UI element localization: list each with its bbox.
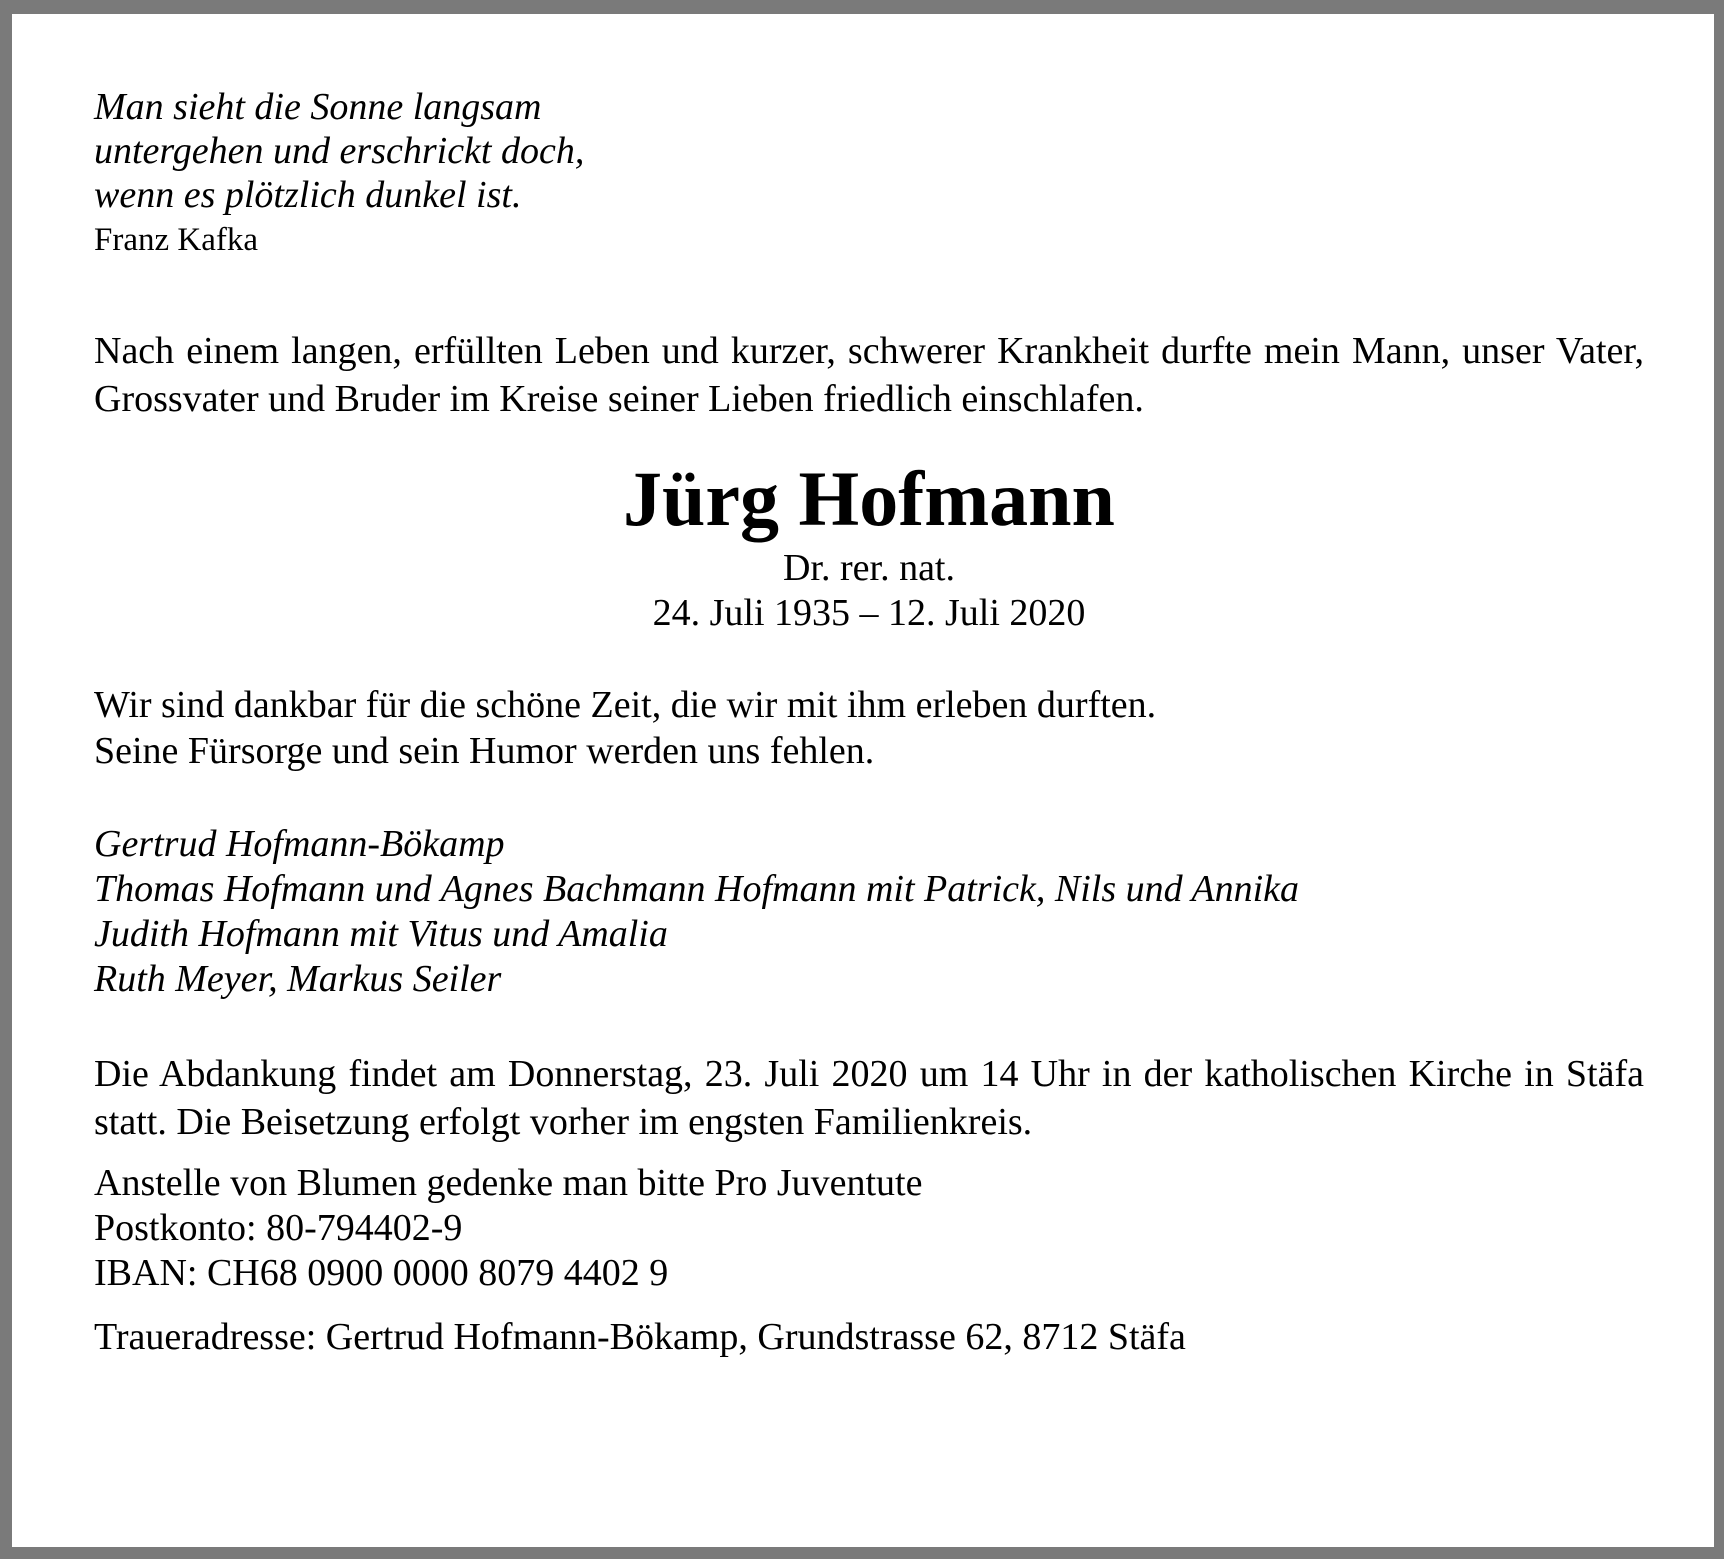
quote-author: Franz Kafka xyxy=(94,222,259,258)
ceremony-paragraph: Die Abdankung findet am Donnerstag, 23. Juli 2020 um 14 Uhr in der katholischen Kirche in Stäfa statt. Die Beisetzung erfolgt vorher im engsten Familienkreis. xyxy=(94,1053,1644,1143)
deceased-dates: 24. Juli 1935 – 12. Juli 2020 xyxy=(652,592,1086,634)
mourner-line: Thomas Hofmann und Agnes Bachmann Hofmann mit Patrick, Nils und Annika xyxy=(94,868,1300,910)
postal-account: Postkonto: 80-794402-9 xyxy=(94,1207,463,1249)
gratitude-line: Seine Fürsorge und sein Humor werden uns fehlen. xyxy=(94,730,875,772)
mourner-line: Judith Hofmann mit Vitus und Amalia xyxy=(94,913,668,955)
deceased-name: Jürg Hofmann xyxy=(623,455,1115,542)
donation-line: Anstelle von Blumen gedenke man bitte Pro Juventute xyxy=(94,1162,923,1204)
iban: IBAN: CH68 0900 0000 8079 4402 9 xyxy=(94,1252,669,1294)
mourner-line: Gertrud Hofmann-Bökamp xyxy=(94,823,505,865)
quote-line: Man sieht die Sonne langsam xyxy=(94,86,542,128)
gratitude-line: Wir sind dankbar für die schöne Zeit, die wir mit ihm erleben durften. xyxy=(94,684,1157,726)
quote-line: untergehen und erschrickt doch, xyxy=(94,130,585,172)
quote-line: wenn es plötzlich dunkel ist. xyxy=(94,174,522,216)
intro-paragraph: Nach einem langen, erfüllten Leben und kurzer, schwerer Krankheit durfte mein Mann, unser Vater, Grossvater und Bruder im Kreise seiner Lieben friedlich einschlafen. xyxy=(94,330,1644,420)
deceased-title: Dr. rer. nat. xyxy=(782,547,955,589)
mourner-line: Ruth Meyer, Markus Seiler xyxy=(94,958,502,1000)
mourning-address: Traueradresse: Gertrud Hofmann-Bökamp, Grundstrasse 62, 8712 Stäfa xyxy=(94,1316,1186,1358)
